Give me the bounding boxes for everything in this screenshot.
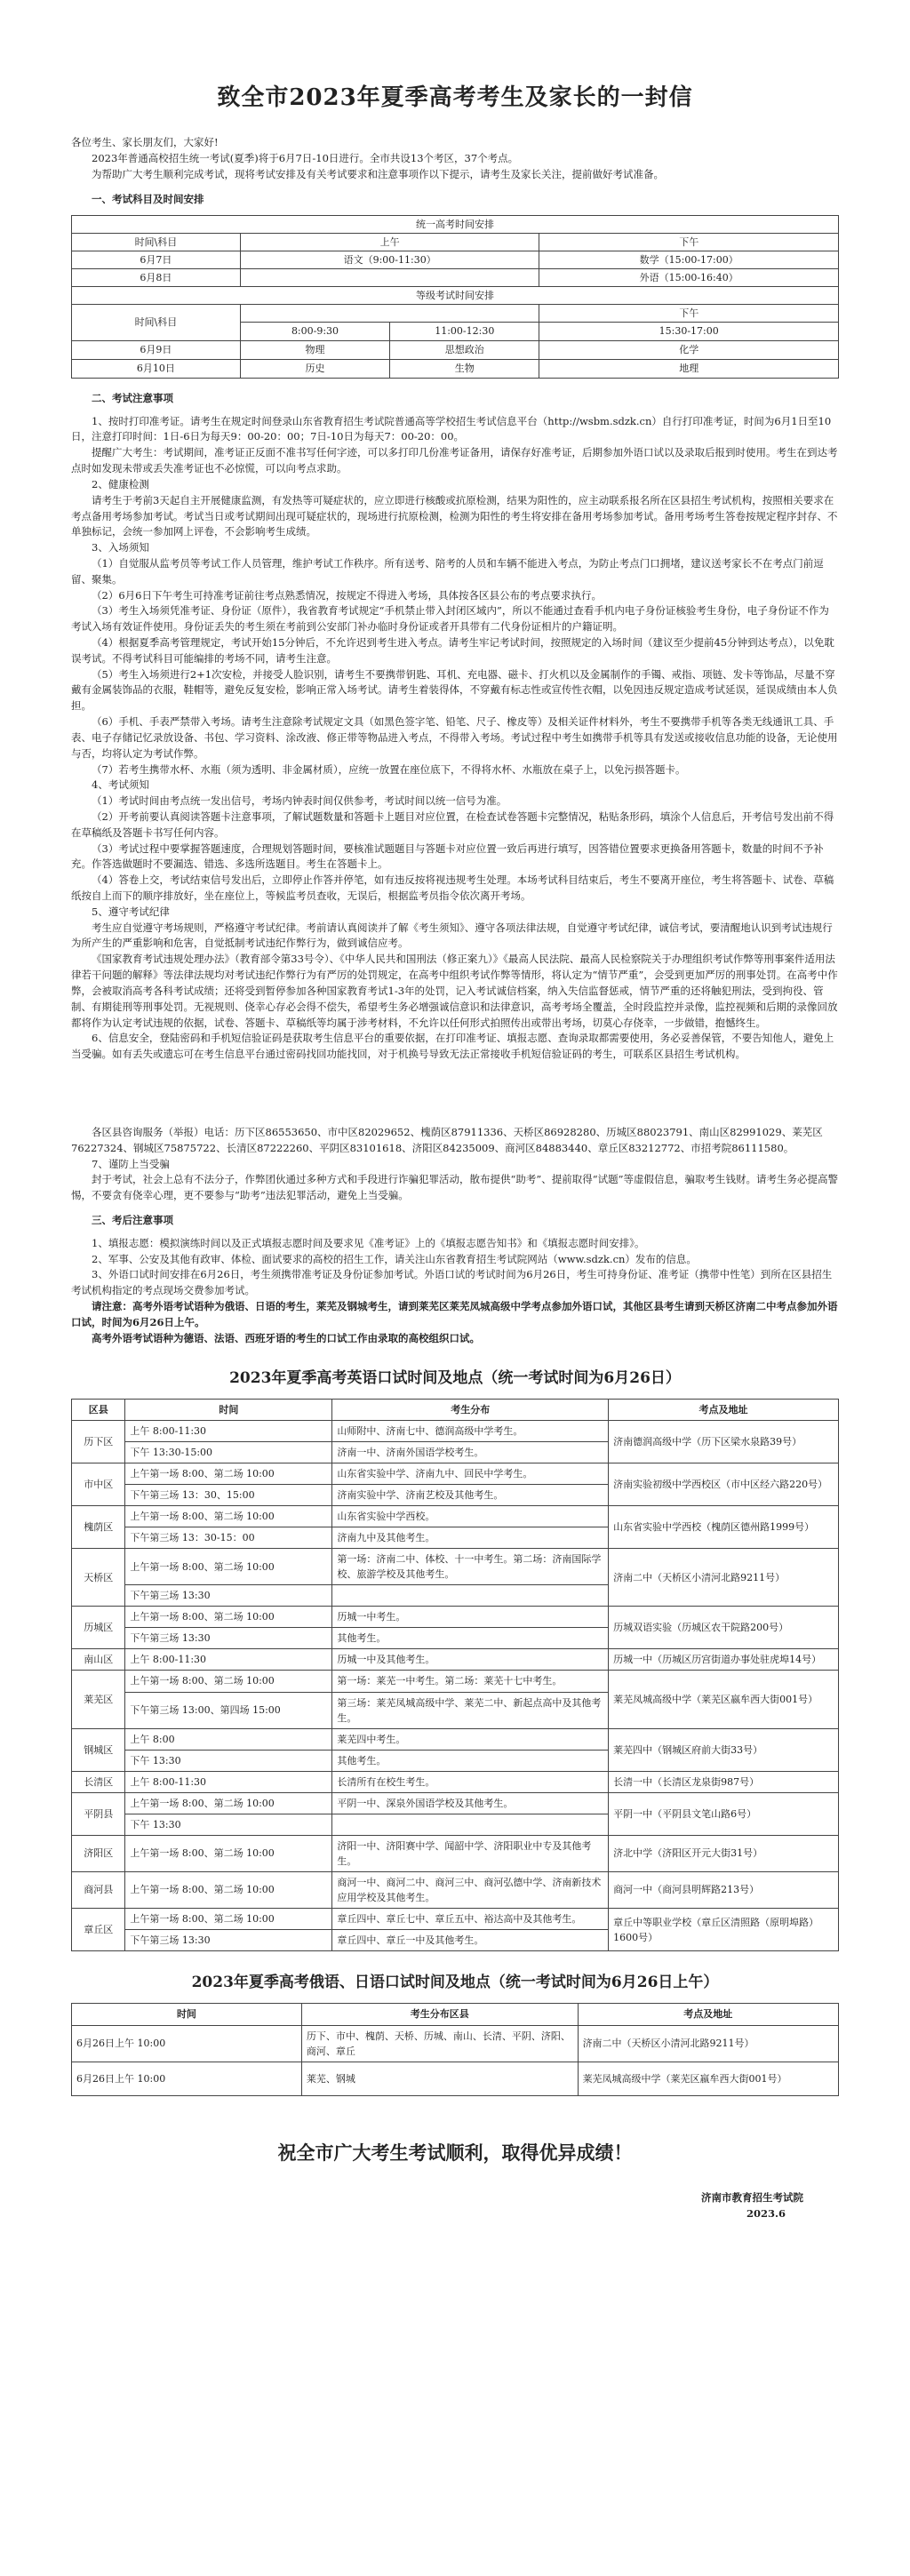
table-header-cell: 上午: [240, 233, 539, 251]
time-cell: 上午第一场 8:00、第二场 10:00: [125, 1506, 332, 1527]
notice-block: [71, 540, 839, 1063]
paragraph: 6、信息安全，登陆密码和手机短信验证码是获取考生信息平台的重要依据，在打印准考证、填报志愿、查询录取都需要使用，务必妥善保管，不要告知他人，避免上当受骗。如有丢失或遗忘可在考生信息平台通过密码找回功能找回，对于机换号导致无法正常接收手机短信验证码的考生，可联系区县招生考试机构。: [71, 1032, 834, 1061]
region-cell: 南山区: [72, 1649, 125, 1671]
region-cell: 莱芜区: [72, 1671, 125, 1728]
intro-paragraph: 2023年普通高校招生统一考试(夏季)将于6月7日-10日进行。全市共设13个考区，37个考点。: [92, 152, 519, 165]
table-row: [72, 1671, 839, 1692]
english-oral-table: [71, 1399, 839, 1951]
table-header-cell: 考点及地址: [578, 2004, 838, 2025]
table-row: [72, 1909, 839, 1930]
distribution-cell: [332, 1814, 609, 1835]
distribution-cell: 济南九中及其他考生。: [332, 1527, 609, 1549]
table-cell: 6月9日: [72, 340, 241, 359]
closing-wish: 祝全市广大考生考试顺利，取得优异成绩！: [277, 2141, 633, 2164]
paragraph: 考生应自觉遵守考场规则，严格遵守考试纪律。考前请认真阅读并了解《考生须知》、遵守各项法律法规，自觉遵守考试纪律，诚信考试，要清醒地认识到考试违规行为所产生的严重影响和危害，自觉抵制考试违纪作弊行为，做到诚信应考。: [71, 921, 833, 950]
paragraph: 3、入场须知: [92, 541, 149, 554]
time-cell: 上午第一场 8:00、第二场 10:00: [125, 1549, 332, 1585]
paragraph: 4、考试须知: [92, 778, 149, 792]
table-cell: 语文（9:00-11:30）: [240, 251, 539, 268]
table-row: [72, 1835, 839, 1871]
intro-paragraph: 为帮助广大考生顺利完成考试，现将考试安排及有关考试要求和注意事项作以下提示，请考生及家长关注，提前做好考试准备。: [92, 167, 664, 180]
table-header-cell: 考生分布: [332, 1399, 609, 1420]
table-row: [72, 1792, 839, 1814]
distribution-cell: 第一场：济南二中、体校、十一中考生。第二场：济南国际学校、旅游学校及其他考生。: [332, 1549, 609, 1585]
site-cell: 长清一中（长清区龙泉街987号）: [609, 1771, 839, 1792]
paragraph: （5）考生入场须进行2+1次安检，并接受人脸识别，请考生不要携带钥匙、耳机、充电器、磁卡、打火机以及金属制作的手镯、戒指、项链、发卡等饰品，尽量不穿戴有金属装饰品的衣服，鞋帽等，避免反复安检，影响正常入场考试。请考生着装得体，不穿戴有标志性或宣传性衣帽，以免因违反规定造成考试延误，延误成绩由本人负担。: [71, 667, 838, 713]
table-row: [72, 1549, 839, 1585]
subject: 物理: [241, 341, 390, 359]
distribution-cell: 章丘四中、章丘七中、章丘五中、裕达高中及其他考生。: [332, 1909, 609, 1930]
time-cell: 上午第一场 8:00、第二场 10:00: [125, 1671, 332, 1692]
time-slot: 8:00-9:30: [241, 323, 390, 340]
site-cell: 历城双语实验（历城区农干院路200号）: [609, 1607, 839, 1649]
table-cell: [240, 268, 539, 286]
contact-phones: 各区县咨询服务（举报）电话：历下区86553650、市中区82029652、槐荫区87911336、天桥区86928280、历城区88023791、南山区82991029、莱芜区76227324、钢城区75875722、长清区87222260、平阴区83101618、济阳区84235009、商河区84883440、章丘区83212772、市招考院86111580。: [71, 1125, 823, 1154]
table-header-cell: 区县: [72, 1399, 125, 1420]
oral-exam-notice: 高考外语考试语种为德语、法语、西班牙语的考生的口试工作由录取的高校组织口试。: [92, 1331, 480, 1344]
time-cell: 下午 13:30-15:00: [125, 1441, 332, 1463]
table-cell: [240, 322, 539, 340]
distribution-cell: 其他考生。: [332, 1628, 609, 1649]
table-row: [72, 251, 839, 268]
paragraph: 1、填报志愿：模拟演练时间以及正式填报志愿时间及要求见《准考证》上的《填报志愿告知书》和《填报志愿时间安排》。: [92, 1236, 645, 1249]
paragraph: 1、按时打印准考证。请考生在规定时间登录山东省教育招生考试院普通高等学校招生考试信息平台（http://wsbm.sdzk.cn）自行打印准考证，时间为6月1日至10日，注意打印时间：1日-6日为每天9：00-20：00；7日-10日为每天7：00-20：00。: [71, 414, 832, 443]
time-cell: 上午第一场 8:00、第二场 10:00: [125, 1835, 332, 1871]
table-row: [72, 340, 839, 359]
table-row: [72, 1506, 839, 1527]
section-heading: 三、考后注意事项: [92, 1214, 173, 1227]
site-cell: 济南德润高级中学（历下区梁水泉路39号）: [609, 1420, 839, 1463]
distribution-cell: 历城一中考生。: [332, 1607, 609, 1628]
table-cell: 数学（15:00-17:00）: [539, 251, 839, 268]
table-row: [72, 2062, 839, 2095]
site-cell: 济南二中（天桥区小清河北路9211号）: [609, 1549, 839, 1607]
table-cell: 6月8日: [72, 268, 241, 286]
time-slot: 15:30-17:00: [539, 322, 839, 340]
distribution-cell: 山东省实验中学西校。: [332, 1506, 609, 1527]
distribution-cell: 章丘四中、章丘一中及其他考生。: [332, 1930, 609, 1951]
time-cell: 上午 8:00-11:30: [125, 1771, 332, 1792]
distribution-cell: 商河一中、商河二中、商河三中、商河弘德中学、济南新技术应用学校及其他考生。: [332, 1871, 609, 1908]
time-cell: 上午 8:00: [125, 1728, 332, 1750]
time-cell: 上午第一场 8:00、第二场 10:00: [125, 1871, 332, 1908]
section-heading: 二、考试注意事项: [92, 391, 173, 404]
table-row: [72, 2025, 839, 2062]
region-cell: 商河县: [72, 1871, 125, 1908]
subject: 历史: [241, 360, 390, 378]
section-heading: 一、考试科目及时间安排: [92, 192, 204, 205]
region-cell: 市中区: [72, 1463, 125, 1506]
time-cell: 6月26日上午 10:00: [72, 2025, 302, 2062]
distribution-cell: 济南实验中学、济南艺校及其他考生。: [332, 1485, 609, 1506]
table-cell: 6月10日: [72, 359, 241, 378]
site-cell: 济南实验初级中学西校区（市中区经六路220号）: [609, 1463, 839, 1506]
table-row: [72, 1771, 839, 1792]
region-cell: 平阴县: [72, 1792, 125, 1835]
table-cell: 6月7日: [72, 251, 241, 268]
paragraph: （2）6月6日下午考生可持准考证前往考点熟悉情况，按规定不得进入考场，具体按各区县公布的考点要求执行。: [92, 588, 602, 602]
region-cell: 历城区: [72, 1607, 125, 1649]
distribution-cell: 历城一中及其他考生。: [332, 1649, 609, 1671]
region-cell: 钢城区: [72, 1728, 125, 1771]
table-header-cell: 下午: [539, 304, 839, 322]
paragraph: 提醒广大考生：考试期间，准考证正反面不准书写任何字迹，可以多打印几份准考证备用，请保存好准考证，后期参加外语口试以及录取后报到时使用。考生在到达考点时如发现未带或丢失准考证也不必惊慌，可以向考点求助。: [71, 446, 838, 475]
distribution-cell: 山东省实验中学、济南九中、回民中学考生。: [332, 1463, 609, 1485]
distribution-cell: 长清所有在校生考生。: [332, 1771, 609, 1792]
region-cell: 长清区: [72, 1771, 125, 1792]
table-header-cell: 下午: [539, 233, 839, 251]
table-cell: [240, 340, 539, 359]
paragraph: 封于考试，社会上总有不法分子，作弊团伙通过多种方式和手段进行诈骗犯罪活动，散布提供“助考”、提前取得“试题”等虚假信息，骗取考生钱财。请考生务必提高警惕，不要贪有侥幸心理，更不要参与“助考”违法犯罪活动，避免上当受骗。: [71, 1173, 839, 1202]
table-row: [72, 1463, 839, 1485]
distribution-cell: 第一场：莱芜一中考生。第二场：莱芜十七中考生。: [332, 1671, 609, 1692]
table-row: [72, 1728, 839, 1750]
table-header-cell: 时间: [72, 2004, 302, 2025]
english-oral-table-title: 2023年夏季高考英语口试时间及地点（统一考试时间为6月26日）: [229, 1368, 681, 1387]
site-cell: 章丘中等职业学校（章丘区清照路（原明埠路）1600号）: [609, 1909, 839, 1951]
paragraph: （1）自觉服从监考员等考试工作人员管理，维护考试工作秩序。所有送考、陪考的人员和车辆不能进入考点，为防止考点门口拥堵，建议送考家长不在考点门前逗留、聚集。: [71, 556, 824, 586]
table-cell: [240, 359, 539, 378]
dist-cell: 莱芜、钢城: [301, 2062, 578, 2095]
distribution-cell: 莱芜四中考生。: [332, 1728, 609, 1750]
time-cell: 上午第一场 8:00、第二场 10:00: [125, 1792, 332, 1814]
signature: 济南市教育招生考试院: [701, 2191, 803, 2205]
letter-date: 2023.6: [746, 2206, 786, 2220]
time-cell: 6月26日上午 10:00: [72, 2062, 302, 2095]
notice-block: [71, 1157, 839, 1204]
site-cell: 商河一中（商河县明辉路213号）: [609, 1871, 839, 1908]
table-row: [72, 1420, 839, 1441]
paragraph: （6）手机、手表严禁带入考场。请考生注意除考试规定文具（如黑色签字笔、铅笔、尺子、橡皮等）及相关证件材料外，考生不要携带手机等各类无线通讯工具、手表、电子存储记忆录放设备、书包、学习资料、涂改液、修正带等物品进入考点，不得带入考场。考试过程中考生如携带手机等具有发送或接收信息功能的设备，无论使用与否，均将认定为考试作弊。: [71, 715, 838, 760]
site-cell: 历城一中（历城区历宫街道办事处驻虎埠14号）: [609, 1649, 839, 1671]
time-cell: 下午第三场 13：30、15:00: [125, 1485, 332, 1506]
region-cell: 天桥区: [72, 1549, 125, 1607]
table-header: 统一高考时间安排: [72, 215, 839, 233]
site-cell: 莱芜凤城高级中学（莱芜区嬴牟西大街001号）: [578, 2062, 838, 2095]
table-row: [72, 1607, 839, 1628]
site-cell: 济南二中（天桥区小清河北路9211号）: [578, 2025, 838, 2062]
distribution-cell: 平阴一中、深泉外国语学校及其他考生。: [332, 1792, 609, 1814]
table-row: [72, 359, 839, 378]
time-cell: 下午第三场 13:30: [125, 1585, 332, 1607]
time-cell: 下午第三场 13:00、第四场 15:00: [125, 1692, 332, 1728]
russian-japanese-oral-table: [71, 2003, 839, 2095]
paragraph: （1）考试时间由考点统一发出信号，考场内钟表时间仅供参考，考试时间以统一信号为准。: [92, 794, 507, 808]
paragraph: 2、军事、公安及其他有政审、体检、面试要求的高校的招生工作，请关注山东省教育招生考试院网站（www.sdzk.cn）发布的信息。: [92, 1252, 697, 1265]
paragraph: 2、健康检测: [92, 477, 149, 490]
distribution-cell: 济南一中、济南外国语学校考生。: [332, 1441, 609, 1463]
paragraph: （4）根据夏季高考管理规定，考试开始15分钟后，不允许迟到考生进入考点。请考生牢记考试时间，按照规定的入场时间（建议至少提前45分钟到达考点），以免耽误考试。不得考试科目可能编排的考场不同，请考生注意。: [71, 636, 834, 665]
paragraph: （3）考生入场须凭准考证、身份证（原件），我省教育考试规定“手机禁止带入封闭区域内”，所以不能通过查看手机内电子身份证核验考生身份，电子身份证不作为考试入场有效证件使用。身份证丢失的考生须在考前到公安部门补办临时身份证或者开具带有二代身份证相片的户籍证明。: [71, 604, 829, 634]
time-cell: 下午 13:30: [125, 1750, 332, 1771]
subject: 化学: [539, 340, 839, 359]
distribution-cell: [332, 1585, 609, 1607]
dist-cell: 历下、市中、槐荫、天桥、历城、南山、长清、平阴、济阳、商河、章丘: [301, 2025, 578, 2062]
subject: 生物: [454, 363, 475, 375]
paragraph: 3、外语口试时间安排在6月26日，考生须携带准考证及身份证参加考试。外语口试的考试时间为6月26日，考生可持身份证、准考证（携带中性笔）到所在区县招生考试机构指定的考点现场交费参加考试。: [71, 1268, 833, 1297]
time-cell: 上午第一场 8:00、第二场 10:00: [125, 1463, 332, 1485]
site-cell: 平阴一中（平阴县文笔山路6号）: [609, 1792, 839, 1835]
paragraph: （7）若考生携带水杯、水瓶（须为透明、非金属材质），应统一放置在座位底下，不得将水杯、水瓶放在桌子上，以免污损答题卡。: [92, 762, 686, 776]
site-cell: 莱芜凤城高级中学（莱芜区嬴牟西大街001号）: [609, 1671, 839, 1728]
paragraph: 7、谨防上当受骗: [92, 1157, 170, 1170]
site-cell: 济北中学（济阳区开元大街31号）: [609, 1835, 839, 1871]
spacer: [71, 1063, 839, 1125]
region-cell: 济阳区: [72, 1835, 125, 1871]
distribution-cell: 山师附中、济南七中、德润高级中学考生。: [332, 1420, 609, 1441]
distribution-cell: 第三场：莱芜凤城高级中学、莱芜二中、新起点高中及其他考生。: [332, 1692, 609, 1728]
distribution-cell: 其他考生。: [332, 1750, 609, 1771]
paragraph: 5、遵守考试纪律: [92, 905, 170, 918]
subject: 地理: [539, 359, 839, 378]
time-slot: 11:00-12:30: [435, 325, 495, 338]
region-cell: 章丘区: [72, 1909, 125, 1951]
time-cell: 上午第一场 8:00、第二场 10:00: [125, 1909, 332, 1930]
paragraph: （4）答卷上交，考试结束信号发出后，立即停止作答并停笔，如有违反按将视违规考生处理。本场考试科目结束后，考生不要离开座位，考生将答题卡、试卷、草稿纸按自上而下的顺序排放好，坐在座位上，等候监考员查收，无误后，根据监考员指令依次离开考场。: [71, 873, 834, 903]
paragraph: （2）开考前要认真阅读答题卡注意事项，了解试题数量和答题卡上题目对应位置，在检查试卷答题卡完整情况，粘贴条形码，填涂个人信息后，开考信号发出前不得在草稿纸及答题卡书写任何内容。: [71, 809, 834, 839]
distribution-cell: 济阳一中、济阳赛中学、闻韶中学、济阳职业中专及其他考生。: [332, 1835, 609, 1871]
table-row: [72, 1649, 839, 1671]
paragraph: 请考生于考前3天起自主开展健康监测，有发热等可疑症状的，应立即进行核酸或抗原检测，结果为阳性的，应主动联系报名所在区县招生考试机构，按照相关要求在考点备用考场参加考试。考试当日或考试期间出现可疑症状的，现场进行抗原检测，检测为阳性的考生将安排在备用考场参加考试。备用考场考生答卷按规定程序封存、不单独标记，会统一参加网上评卷，不会影响考生成绩。: [71, 493, 838, 538]
table-header: 等级考试时间安排: [72, 286, 839, 304]
time-cell: 上午第一场 8:00、第二场 10:00: [125, 1607, 332, 1628]
unified-schedule-table: [71, 215, 839, 379]
time-cell: 下午第三场 13：30-15：00: [125, 1527, 332, 1549]
table-header-cell: 时间\科目: [72, 304, 241, 340]
time-cell: 下午 13:30: [125, 1814, 332, 1835]
oral-exam-notice: 请注意：高考外语考试语种为俄语、日语的考生，莱芜及钢城考生，请到莱芜区莱芜凤城高级中学考点参加外语口试，其他区县考生请到天桥区济南二中考点参加外语口试，时间为6月26日上午。: [71, 1300, 838, 1328]
table-header-cell: 时间\科目: [72, 233, 241, 251]
paragraph: （3）考试过程中要掌握答题速度，合理规划答题时间，要核准试题题目与答题卡对应位置一致后再进行填写，因答错位置要求更换备用答题卡，数量的时间不予补充。作答选做题时不要漏选、错选、多选所选题目。考生在答题卡上。: [71, 841, 824, 871]
subject: 思想政治: [444, 344, 484, 356]
notice-block: [71, 1236, 839, 1299]
paragraph: 《国家教育考试违规处理办法》（教育部令第33号令）、《中华人民共和国刑法（修正案九）》《最高人民法院、最高人民检察院关于办理组织考试作弊等刑事案件适用法律若干问题的解释》等法律法规均对考试违纪作弊行为有严厉的处罚规定，在高考中组织考试作弊等情形，将认定为“情节严重”，会受到更加严厉的刑事处罚。在高考中作弊，会被取消高考各科考试成绩；还将受到暂停参加各种国家教育考试1-3年的处罚，记入考试诚信档案，纳入失信监督惩戒，情节严重的还将触犯刑法，受到拘役、管制、有期徒刑等刑事处罚。无视规则、侥幸心存必会得不偿失，希望考生务必增强诚信意识和法律意识，高考考场全覆盖，全时段监控并录像，监控视频和后期的录像回放都将作为认定考试违规的依据，试卷、答题卡、草稿纸等均属于涉考材料，不允许以任何形式拍照传出或带出考场，切莫心存侥幸，一步做错，抱憾终生。: [71, 953, 838, 1029]
table-header-cell: [240, 304, 539, 322]
time-cell: 下午第三场 13:30: [125, 1628, 332, 1649]
table-row: [72, 268, 839, 286]
page-title: 致全市2023年夏季高考考生及家长的一封信: [217, 84, 693, 111]
region-cell: 历下区: [72, 1420, 125, 1463]
table-header-cell: 时间: [125, 1399, 332, 1420]
greeting: 各位考生、家长朋友们，大家好!: [71, 136, 219, 149]
region-cell: 槐荫区: [72, 1506, 125, 1549]
table-cell: 外语（15:00-16:40）: [539, 268, 839, 286]
table-header-cell: 考点及地址: [609, 1399, 839, 1420]
table-header-cell: 考生分布区县: [301, 2004, 578, 2025]
time-cell: 下午第三场 13:30: [125, 1930, 332, 1951]
russian-japanese-oral-table-title: 2023年夏季高考俄语、日语口试时间及地点（统一考试时间为6月26日上午）: [191, 1974, 719, 1992]
table-row: [72, 1871, 839, 1908]
site-cell: 莱芜四中（钢城区府前大街33号）: [609, 1728, 839, 1771]
notice-block: [71, 414, 839, 541]
time-cell: 上午 8:00-11:30: [125, 1420, 332, 1441]
site-cell: 山东省实验中学西校（槐荫区德州路1999号）: [609, 1506, 839, 1549]
time-cell: 上午 8:00-11:30: [125, 1649, 332, 1671]
